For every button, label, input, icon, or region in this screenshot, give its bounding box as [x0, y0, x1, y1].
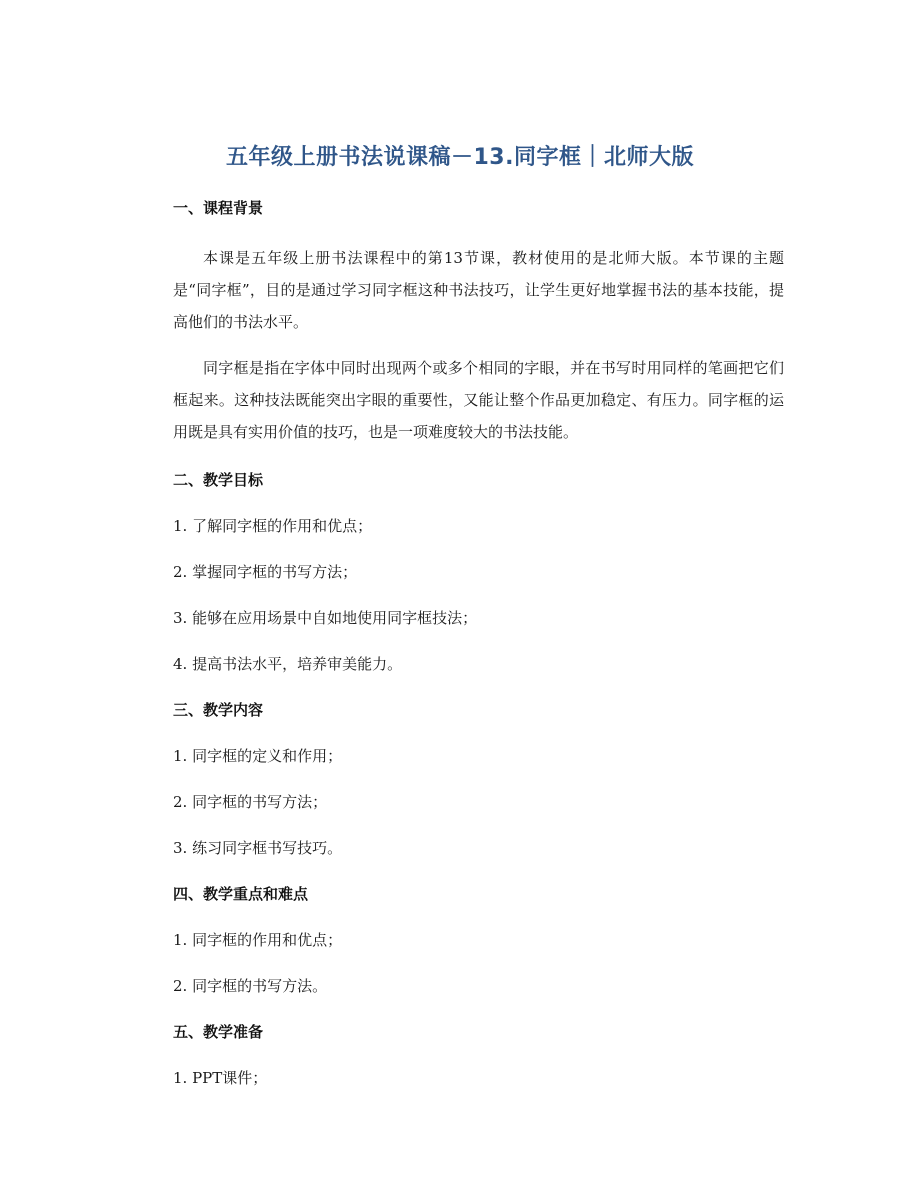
section-heading: 二、教学目标 — [173, 471, 264, 489]
document-title: 五年级上册书法说课稿－13.同字框｜北师大版 — [226, 145, 694, 170]
list-item: 2. 同字框的书写方法。 — [173, 977, 328, 995]
goal-list — [136, 514, 784, 676]
list-item: 2. 同字框的书写方法； — [173, 793, 328, 811]
section-preparation — [136, 1020, 784, 1090]
content-list — [136, 744, 784, 860]
section-key-points — [136, 882, 784, 998]
list-item: 3. 练习同字框书写技巧。 — [173, 839, 343, 857]
list-item: 1. 同字框的作用和优点； — [173, 931, 343, 949]
list-item: 2. 掌握同字框的书写方法； — [173, 563, 358, 581]
list-item: 1. 了解同字框的作用和优点； — [173, 517, 373, 535]
list-item: 3. 能够在应用场景中自如地使用同字框技法； — [173, 609, 478, 627]
section-heading: 三、教学内容 — [173, 701, 264, 719]
list-item: 1. 同字框的定义和作用； — [173, 747, 343, 765]
section-course-background — [136, 196, 784, 448]
section-heading: 四、教学重点和难点 — [173, 885, 309, 903]
section-heading: 一、课程背景 — [173, 199, 264, 217]
section-teaching-content — [136, 698, 784, 860]
preparation-list — [136, 1066, 784, 1090]
section-teaching-goals — [136, 468, 784, 676]
paragraph: 本课是五年级上册书法课程中的第13节课，教材使用的是北师大版。本节课的主题是“同字框”，目的是通过学习同字框这种书法技巧，让学生更好地掌握书法的基本技能，提高他们的书法水平。 — [173, 249, 784, 331]
key-points-list — [136, 928, 784, 998]
paragraph: 同字框是指在字体中同时出现两个或多个相同的字眼，并在书写时用同样的笔画把它们框起来。这种技法既能突出字眼的重要性，又能让整个作品更加稳定、有压力。同字框的运用既是具有实用价值的技巧，也是一项难度较大的书法技能。 — [173, 359, 784, 441]
list-item: 1. PPT课件； — [173, 1069, 268, 1087]
section-heading: 五、教学准备 — [173, 1023, 264, 1041]
list-item: 4. 提高书法水平，培养审美能力。 — [173, 655, 403, 673]
